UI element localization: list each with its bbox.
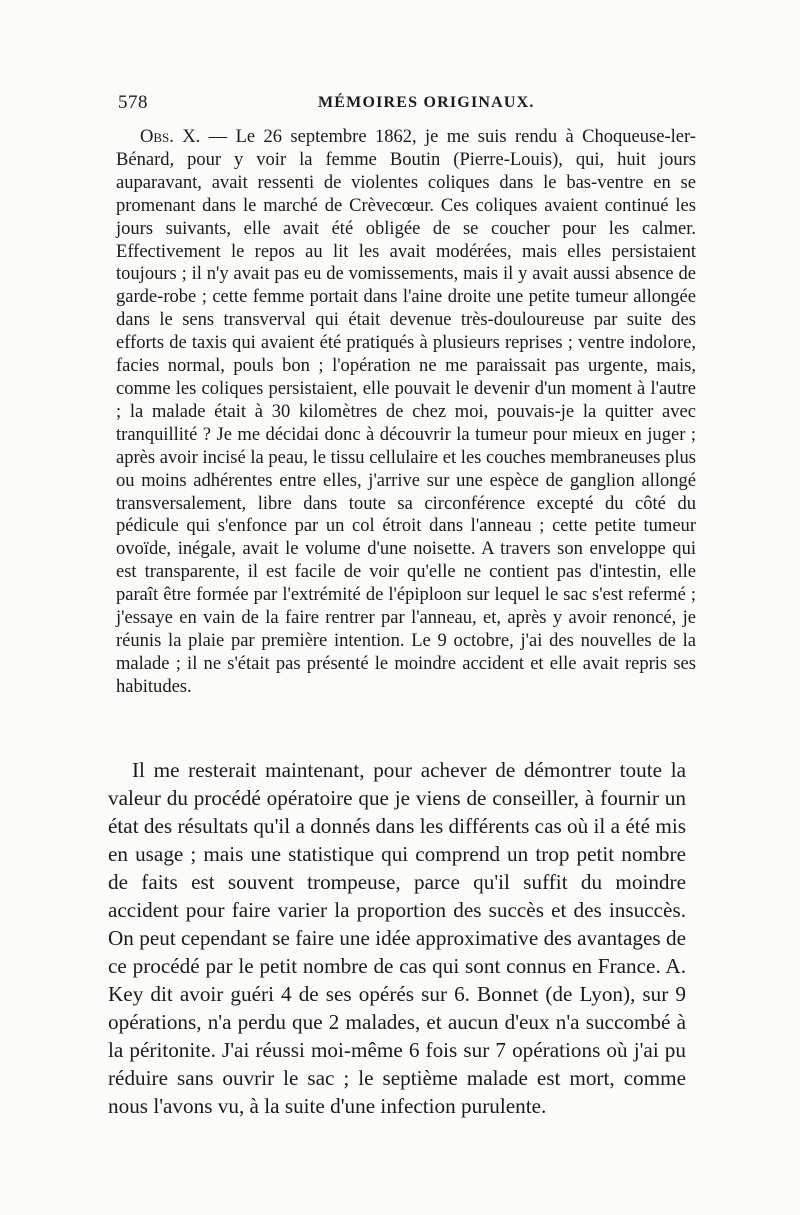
running-title: MÉMOIRES ORIGINAUX. <box>318 94 535 111</box>
page-header <box>118 92 698 116</box>
page-number: 578 <box>118 92 148 113</box>
conclusion-paragraph: Il me resterait maintenant, pour achever de démontrer toute la valeur du procédé opératoire que je viens de conseiller, à fournir un état des résultats qu'il a donnés dans les différents cas où il a été mis en usage ; mais une statistique qui comprend un trop petit nombre de faits est souvent trompeuse, parce qu'il suffit du moindre accident pour faire varier la proportion des succès et des insuccès. On peut cependant se faire une idée approximative des avantages de ce procédé par le petit nombre de cas qui sont connus en France. A. Key dit avoir guéri 4 de ses opérés sur 6. Bonnet (de Lyon), sur 9 opérations, n'a perdu que 2 malades, et aucun d'eux n'a succombé à la péritonite. J'ai réussi moi-même 6 fois sur 7 opérations où j'ai pu réduire sans ouvrir le sac ; le septième malade est mort, comme nous l'avons vu, à la suite d'une infection purulente. <box>108 758 686 1118</box>
observation-label: Obs. X. <box>140 126 201 147</box>
observation-text: — Le 26 septembre 1862, je me suis rendu à Choqueuse-ler-Bénard, pour y voir la femme Boutin (Pierre-Louis), qui, huit jours auparavant, avait ressenti de violentes coliques dans le bas-ventre en se promenant dans le marché de Crèvecœur. Ces coliques avaient continué les jours suivants, elle avait été obligée de se coucher pour les calmer. Effectivement le repos au lit les avait modérées, mais elles persistaient toujours ; il n'y avait pas eu de vomissements, mais il y avait aussi absence de garde-robe ; cette femme portait dans l'aine droite une petite tumeur allongée dans le sens transverval qui était devenue très-douloureuse par suite des efforts de taxis qui avaient été pratiqués à plusieurs reprises ; ventre indolore, facies normal, pouls bon ; l'opération ne me paraissait pas urgente, mais, comme les coliques persistaient, elle pouvait le devenir d'un moment à l'autre ; la malade était à 30 kilomètres de chez moi, pouvais-je la quitter avec tranquillité ? Je me décidai donc à découvrir la tumeur pour mieux en juger ; après avoir incisé la peau, le tissu cellulaire et les couches membraneuses plus ou moins adhérentes entre elles, j'arrive sur une espèce de ganglion allongé transversalement, libre dans toute sa circonférence excepté du côté du pédicule qui s'enfonce par un col étroit dans l'anneau ; cette petite tumeur ovoïde, inégale, avait le volume d'une noisette. A travers son enveloppe qui est transparente, il est facile de voir qu'elle ne contient pas d'intestin, elle paraît être formée par l'extrémité de l'épiploon sur lequel le sac s'est refermé ; j'essaye en vain de la faire rentrer par l'anneau, et, après y avoir renoncé, je réunis la plaie par première intention. Le 9 octobre, j'ai des nouvelles de la malade ; il ne s'était pas présenté le moindre accident et elle avait repris ses habitudes. <box>116 126 696 697</box>
observation-paragraph <box>116 126 696 699</box>
